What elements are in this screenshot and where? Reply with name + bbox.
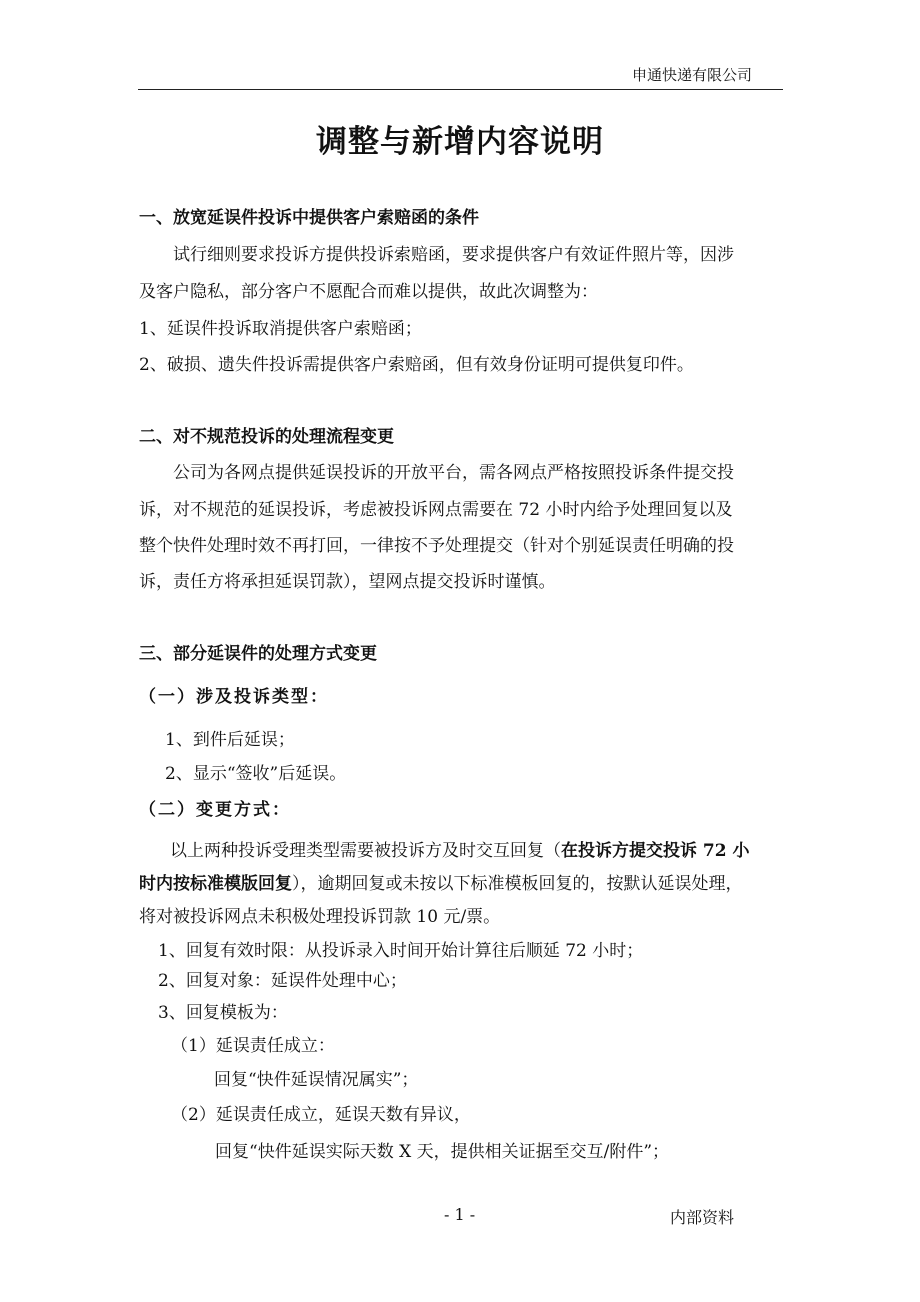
template-case-1: （1）延误责任成立： [171, 1036, 335, 1056]
change-line-2-bold: 时内按标准模版回复 [139, 874, 292, 894]
section-1-paragraph-line-2: 及客户隐私，部分客户不愿配合而难以提供，故此次调整为： [139, 282, 598, 302]
section-3-sub-1: （一）涉及投诉类型： [139, 687, 329, 707]
template-case-2-reply: 回复“快件延误实际天数 X 天，提供相关证据至交互/附件”； [215, 1142, 670, 1162]
section-1-item-2: 2、破损、遗失件投诉需提供客户索赔函，但有效身份证明可提供复印件。 [139, 355, 694, 375]
footer-note: 内部资料 [670, 1208, 735, 1227]
template-case-1-reply: 回复“快件延误情况属实”； [214, 1070, 419, 1090]
page-title: 调整与新增内容说明 [316, 124, 604, 160]
section-2-line-1: 公司为各网点提供延误投诉的开放平台，需各网点严格按照投诉条件提交投 [173, 463, 734, 483]
section-3-change-line-1 [170, 836, 750, 861]
reply-rule-3: 3、回复模板为： [158, 1003, 288, 1023]
section-1-paragraph-line-1: 试行细则要求投诉方提供投诉索赔函，要求提供客户有效证件照片等，因涉 [173, 245, 734, 265]
template-case-2: （2）延误责任成立，延误天数有异议， [171, 1105, 471, 1125]
section-2-line-4: 诉，责任方将承担延误罚款），望网点提交投诉时谨慎。 [139, 572, 556, 592]
section-1-item-1: 1、延误件投诉取消提供客户索赔函； [139, 319, 422, 339]
change-line-2-text: ），逾期回复或未按以下标准模板回复的，按默认延误处理， [292, 874, 743, 894]
section-3-type-2: 2、显示“签收”后延误。 [165, 764, 347, 784]
section-2-line-2: 诉，对不规范的延误投诉，考虑被投诉网点需要在 72 小时内给予处理回复以及 [139, 500, 733, 520]
header-company: 申通快递有限公司 [631, 66, 752, 84]
section-3-change-line-3: 将对被投诉网点未积极处理投诉罚款 10 元/票。 [139, 907, 501, 927]
section-3-heading: 三、部分延误件的处理方式变更 [139, 644, 377, 664]
section-3-change-line-2 [139, 869, 743, 894]
reply-rule-1: 1、回复有效时限：从投诉录入时间开始计算往后顺延 72 小时； [158, 941, 644, 961]
section-2-heading: 二、对不规范投诉的处理流程变更 [139, 427, 394, 447]
section-2-line-3: 整个快件处理时效不再打回，一律按不予处理提交（针对个别延误责任明确的投 [139, 536, 734, 556]
change-line-1-text: 以上两种投诉受理类型需要被投诉方及时交互回复（ [170, 841, 561, 861]
section-3-sub-2: （二）变更方式： [139, 800, 291, 820]
header-rule [138, 89, 783, 90]
section-3-type-1: 1、到件后延误； [165, 730, 295, 750]
section-1-heading: 一、放宽延误件投诉中提供客户索赔函的条件 [139, 208, 479, 228]
change-line-1-bold: 在投诉方提交投诉 72 小 [561, 841, 750, 861]
page-number: - 1 - [444, 1205, 476, 1224]
reply-rule-2: 2、回复对象：延误件处理中心； [158, 971, 407, 991]
